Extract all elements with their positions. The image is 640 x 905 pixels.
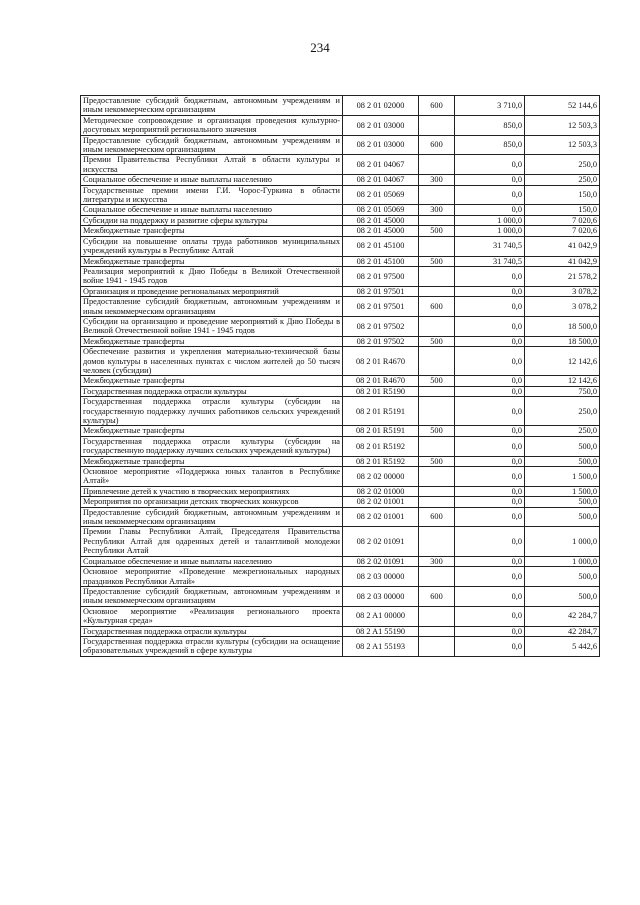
amount-total-cell: 42 284,7 (525, 606, 600, 626)
table-row (81, 456, 600, 466)
target-code-cell: 08 2 01 97502 (343, 316, 419, 336)
table-row (81, 226, 600, 236)
target-code-cell: 08 2 03 00000 (343, 567, 419, 587)
table-row (81, 256, 600, 266)
amount-total-cell: 3 078,2 (525, 297, 600, 317)
amount-change-cell: 0,0 (455, 507, 525, 527)
table-row (81, 286, 600, 296)
table-row (81, 556, 600, 566)
amount-change-cell: 850,0 (455, 115, 525, 135)
expense-type-cell (419, 397, 455, 426)
expense-name-cell: Межбюджетные трансферты (81, 456, 343, 466)
target-code-cell: 08 2 01 45100 (343, 256, 419, 266)
expense-type-cell (419, 386, 455, 396)
target-code-cell: 08 2 01 97500 (343, 266, 419, 286)
amount-change-cell: 0,0 (455, 297, 525, 317)
amount-change-cell: 0,0 (455, 347, 525, 376)
expense-type-cell: 600 (419, 507, 455, 527)
amount-change-cell: 0,0 (455, 626, 525, 636)
amount-change-cell: 1 000,0 (455, 226, 525, 236)
amount-change-cell: 0,0 (455, 155, 525, 175)
amount-change-cell: 0,0 (455, 527, 525, 556)
table-row (81, 347, 600, 376)
expense-name-cell: Обеспечение развития и укрепления материально-технической базы домов культуры в населенных пунктах с числом жителей до 50 тысяч человек (субсидии) (81, 347, 343, 376)
expense-type-cell (419, 316, 455, 336)
expense-name-cell: Предоставление субсидий бюджетным, автономным учреждениям и иным некоммерческим организациям (81, 96, 343, 116)
expense-name-cell: Предоставление субсидий бюджетным, автономным учреждениям и иным некоммерческим организациям (81, 507, 343, 527)
target-code-cell: 08 2 01 02000 (343, 96, 419, 116)
table-row (81, 155, 600, 175)
table-row (81, 507, 600, 527)
amount-total-cell: 18 500,0 (525, 316, 600, 336)
table-row (81, 467, 600, 487)
target-code-cell: 08 2 01 R5192 (343, 436, 419, 456)
target-code-cell: 08 2 02 01001 (343, 507, 419, 527)
amount-total-cell: 250,0 (525, 155, 600, 175)
amount-change-cell: 31 740,5 (455, 256, 525, 266)
amount-total-cell: 750,0 (525, 386, 600, 396)
amount-change-cell: 3 710,0 (455, 96, 525, 116)
expense-type-cell (419, 286, 455, 296)
table-row (81, 397, 600, 426)
table-row (81, 426, 600, 436)
amount-change-cell: 0,0 (455, 467, 525, 487)
target-code-cell: 08 2 02 01091 (343, 556, 419, 566)
amount-change-cell: 0,0 (455, 205, 525, 215)
table-row (81, 497, 600, 507)
target-code-cell: 08 2 01 04067 (343, 175, 419, 185)
expense-name-cell: Социальное обеспечение и иные выплаты населению (81, 556, 343, 566)
table-row (81, 96, 600, 116)
expense-name-cell: Организация и проведение региональных мероприятий (81, 286, 343, 296)
expense-type-cell: 600 (419, 297, 455, 317)
expense-name-cell: Основное мероприятие «Проведение межрегиональных народных праздников Республики Алтай» (81, 567, 343, 587)
target-code-cell: 08 2 01 03000 (343, 135, 419, 155)
expense-name-cell: Субсидии на поддержку и развитие сферы культуры (81, 215, 343, 225)
expense-name-cell: Государственная поддержка отрасли культуры (субсидии на оснащение образовательных учреждений в сфере культуры (81, 636, 343, 656)
expense-type-cell (419, 347, 455, 376)
amount-change-cell: 0,0 (455, 397, 525, 426)
expense-type-cell (419, 626, 455, 636)
amount-total-cell: 500,0 (525, 497, 600, 507)
target-code-cell: 08 2 02 00000 (343, 467, 419, 487)
expense-name-cell: Межбюджетные трансферты (81, 376, 343, 386)
expense-type-cell (419, 497, 455, 507)
expense-name-cell: Премии Главы Республики Алтай, Председателя Правительства Республики Алтай для одаренных детей и талантливой молодежи Республики Алтай (81, 527, 343, 556)
target-code-cell: 08 2 01 R4670 (343, 347, 419, 376)
target-code-cell: 08 2 02 01001 (343, 497, 419, 507)
expense-name-cell: Государственная поддержка отрасли культуры (81, 626, 343, 636)
expense-type-cell: 500 (419, 456, 455, 466)
amount-change-cell: 0,0 (455, 386, 525, 396)
target-code-cell: 08 2 01 R4670 (343, 376, 419, 386)
amount-change-cell: 0,0 (455, 556, 525, 566)
amount-total-cell: 150,0 (525, 185, 600, 205)
amount-change-cell: 850,0 (455, 135, 525, 155)
amount-total-cell: 12 503,3 (525, 135, 600, 155)
table-row (81, 626, 600, 636)
amount-change-cell: 0,0 (455, 636, 525, 656)
table-row (81, 205, 600, 215)
target-code-cell: 08 2 02 01091 (343, 527, 419, 556)
target-code-cell: 08 2 01 45000 (343, 226, 419, 236)
target-code-cell: 08 2 01 05069 (343, 205, 419, 215)
expense-type-cell: 500 (419, 376, 455, 386)
expense-type-cell (419, 185, 455, 205)
expense-name-cell: Государственная поддержка отрасли культуры (субсидии на государственную поддержку лучших работников сельских учреждений культуры) (81, 397, 343, 426)
amount-total-cell: 1 500,0 (525, 486, 600, 496)
amount-change-cell: 0,0 (455, 266, 525, 286)
target-code-cell: 08 2 01 45000 (343, 215, 419, 225)
amount-total-cell: 250,0 (525, 426, 600, 436)
table-row (81, 316, 600, 336)
expense-type-cell (419, 567, 455, 587)
table-row (81, 336, 600, 346)
amount-total-cell: 5 442,6 (525, 636, 600, 656)
table-row (81, 636, 600, 656)
amount-total-cell: 41 042,9 (525, 256, 600, 266)
amount-change-cell: 1 000,0 (455, 215, 525, 225)
target-code-cell: 08 2 02 01000 (343, 486, 419, 496)
expense-name-cell: Межбюджетные трансферты (81, 426, 343, 436)
amount-change-cell: 0,0 (455, 567, 525, 587)
expense-name-cell: Основное мероприятие «Поддержка юных талантов в Республике Алтай» (81, 467, 343, 487)
table-row (81, 236, 600, 256)
table-row (81, 115, 600, 135)
table-row (81, 297, 600, 317)
expense-name-cell: Субсидии на организацию и проведение мероприятий к Дню Победы в Великой Отечественной войне 1941 - 1945 годов (81, 316, 343, 336)
target-code-cell: 08 2 03 00000 (343, 586, 419, 606)
amount-change-cell: 0,0 (455, 486, 525, 496)
expense-type-cell: 500 (419, 336, 455, 346)
target-code-cell: 08 2 A1 00000 (343, 606, 419, 626)
expense-name-cell: Межбюджетные трансферты (81, 226, 343, 236)
amount-total-cell: 500,0 (525, 456, 600, 466)
expense-name-cell: Предоставление субсидий бюджетным, автономным учреждениям и иным некоммерческим организациям (81, 135, 343, 155)
amount-total-cell: 41 042,9 (525, 236, 600, 256)
amount-total-cell: 1 000,0 (525, 556, 600, 566)
expense-name-cell: Государственная поддержка отрасли культуры (81, 386, 343, 396)
expense-name-cell: Субсидии на повышение оплаты труда работников муниципальных учреждений культуры в Республике Алтай (81, 236, 343, 256)
target-code-cell: 08 2 01 03000 (343, 115, 419, 135)
expense-name-cell: Межбюджетные трансферты (81, 256, 343, 266)
expense-type-cell: 300 (419, 556, 455, 566)
table-row (81, 215, 600, 225)
expense-name-cell: Предоставление субсидий бюджетным, автономным учреждениям и иным некоммерческим организациям (81, 297, 343, 317)
target-code-cell: 08 2 01 05069 (343, 185, 419, 205)
expense-name-cell: Социальное обеспечение и иные выплаты населению (81, 175, 343, 185)
table-row (81, 135, 600, 155)
expense-type-cell (419, 486, 455, 496)
page-number: 234 (310, 40, 330, 55)
amount-total-cell: 500,0 (525, 567, 600, 587)
amount-total-cell: 12 142,6 (525, 376, 600, 386)
amount-total-cell: 3 078,2 (525, 286, 600, 296)
budget-table (80, 95, 600, 657)
expense-type-cell (419, 236, 455, 256)
expense-type-cell: 500 (419, 256, 455, 266)
expense-type-cell (419, 436, 455, 456)
amount-total-cell: 12 503,3 (525, 115, 600, 135)
amount-change-cell: 0,0 (455, 456, 525, 466)
expense-type-cell: 600 (419, 586, 455, 606)
target-code-cell: 08 2 01 97501 (343, 297, 419, 317)
amount-change-cell: 0,0 (455, 175, 525, 185)
amount-change-cell: 0,0 (455, 606, 525, 626)
table-row (81, 567, 600, 587)
amount-change-cell: 0,0 (455, 336, 525, 346)
target-code-cell: 08 2 01 97501 (343, 286, 419, 296)
table-row (81, 486, 600, 496)
amount-total-cell: 500,0 (525, 507, 600, 527)
target-code-cell: 08 2 01 04067 (343, 155, 419, 175)
target-code-cell: 08 2 01 97502 (343, 336, 419, 346)
expense-type-cell (419, 266, 455, 286)
expense-name-cell: Межбюджетные трансферты (81, 336, 343, 346)
amount-total-cell: 7 020,6 (525, 215, 600, 225)
expense-type-cell (419, 606, 455, 626)
amount-change-cell: 0,0 (455, 586, 525, 606)
table-row (81, 527, 600, 556)
amount-change-cell: 0,0 (455, 286, 525, 296)
expense-name-cell: Государственные премии имени Г.И. Чорос-Гуркина в области литературы и искусства (81, 185, 343, 205)
amount-change-cell: 0,0 (455, 436, 525, 456)
amount-change-cell: 0,0 (455, 376, 525, 386)
amount-change-cell: 0,0 (455, 185, 525, 205)
expense-type-cell (419, 215, 455, 225)
expense-type-cell: 300 (419, 205, 455, 215)
amount-total-cell: 1 500,0 (525, 467, 600, 487)
table-row (81, 606, 600, 626)
budget-table-body (81, 96, 600, 657)
expense-type-cell: 600 (419, 135, 455, 155)
table-row (81, 376, 600, 386)
target-code-cell: 08 2 01 R5192 (343, 456, 419, 466)
amount-total-cell: 1 000,0 (525, 527, 600, 556)
table-row (81, 266, 600, 286)
amount-change-cell: 0,0 (455, 426, 525, 436)
amount-total-cell: 7 020,6 (525, 226, 600, 236)
expense-name-cell: Социальное обеспечение и иные выплаты населению (81, 205, 343, 215)
expense-name-cell: Привлечение детей к участию в творческих мероприятиях (81, 486, 343, 496)
expense-type-cell (419, 115, 455, 135)
amount-total-cell: 500,0 (525, 586, 600, 606)
target-code-cell: 08 2 A1 55193 (343, 636, 419, 656)
expense-name-cell: Государственная поддержка отрасли культуры (субсидии на государственную поддержку лучших сельских учреждений культуры) (81, 436, 343, 456)
target-code-cell: 08 2 01 R5191 (343, 426, 419, 436)
expense-name-cell: Основное мероприятие «Реализация регионального проекта «Культурная среда» (81, 606, 343, 626)
expense-type-cell (419, 467, 455, 487)
target-code-cell: 08 2 A1 55190 (343, 626, 419, 636)
amount-total-cell: 21 578,2 (525, 266, 600, 286)
expense-type-cell: 300 (419, 175, 455, 185)
amount-change-cell: 0,0 (455, 497, 525, 507)
expense-name-cell: Премии Правительства Республики Алтай в области культуры и искусства (81, 155, 343, 175)
amount-total-cell: 150,0 (525, 205, 600, 215)
amount-total-cell: 250,0 (525, 397, 600, 426)
expense-type-cell (419, 636, 455, 656)
expense-name-cell: Реализация мероприятий к Дню Победы в Великой Отечественной войне 1941 - 1945 годов (81, 266, 343, 286)
target-code-cell: 08 2 01 R5190 (343, 386, 419, 396)
table-row (81, 586, 600, 606)
expense-name-cell: Методическое сопровождение и организация проведения культурно-досуговых мероприятий регионального значения (81, 115, 343, 135)
amount-change-cell: 31 740,5 (455, 236, 525, 256)
expense-name-cell: Предоставление субсидий бюджетным, автономным учреждениям и иным некоммерческим организациям (81, 586, 343, 606)
table-row (81, 185, 600, 205)
amount-total-cell: 500,0 (525, 436, 600, 456)
amount-total-cell: 52 144,6 (525, 96, 600, 116)
expense-name-cell: Мероприятия по организации детских творческих конкурсов (81, 497, 343, 507)
amount-total-cell: 250,0 (525, 175, 600, 185)
expense-type-cell: 500 (419, 226, 455, 236)
table-row (81, 386, 600, 396)
amount-total-cell: 18 500,0 (525, 336, 600, 346)
expense-type-cell: 500 (419, 426, 455, 436)
amount-change-cell: 0,0 (455, 316, 525, 336)
table-row (81, 175, 600, 185)
target-code-cell: 08 2 01 45100 (343, 236, 419, 256)
expense-type-cell (419, 155, 455, 175)
amount-total-cell: 12 142,6 (525, 347, 600, 376)
target-code-cell: 08 2 01 R5191 (343, 397, 419, 426)
expense-type-cell (419, 527, 455, 556)
expense-type-cell: 600 (419, 96, 455, 116)
table-row (81, 436, 600, 456)
amount-total-cell: 42 284,7 (525, 626, 600, 636)
